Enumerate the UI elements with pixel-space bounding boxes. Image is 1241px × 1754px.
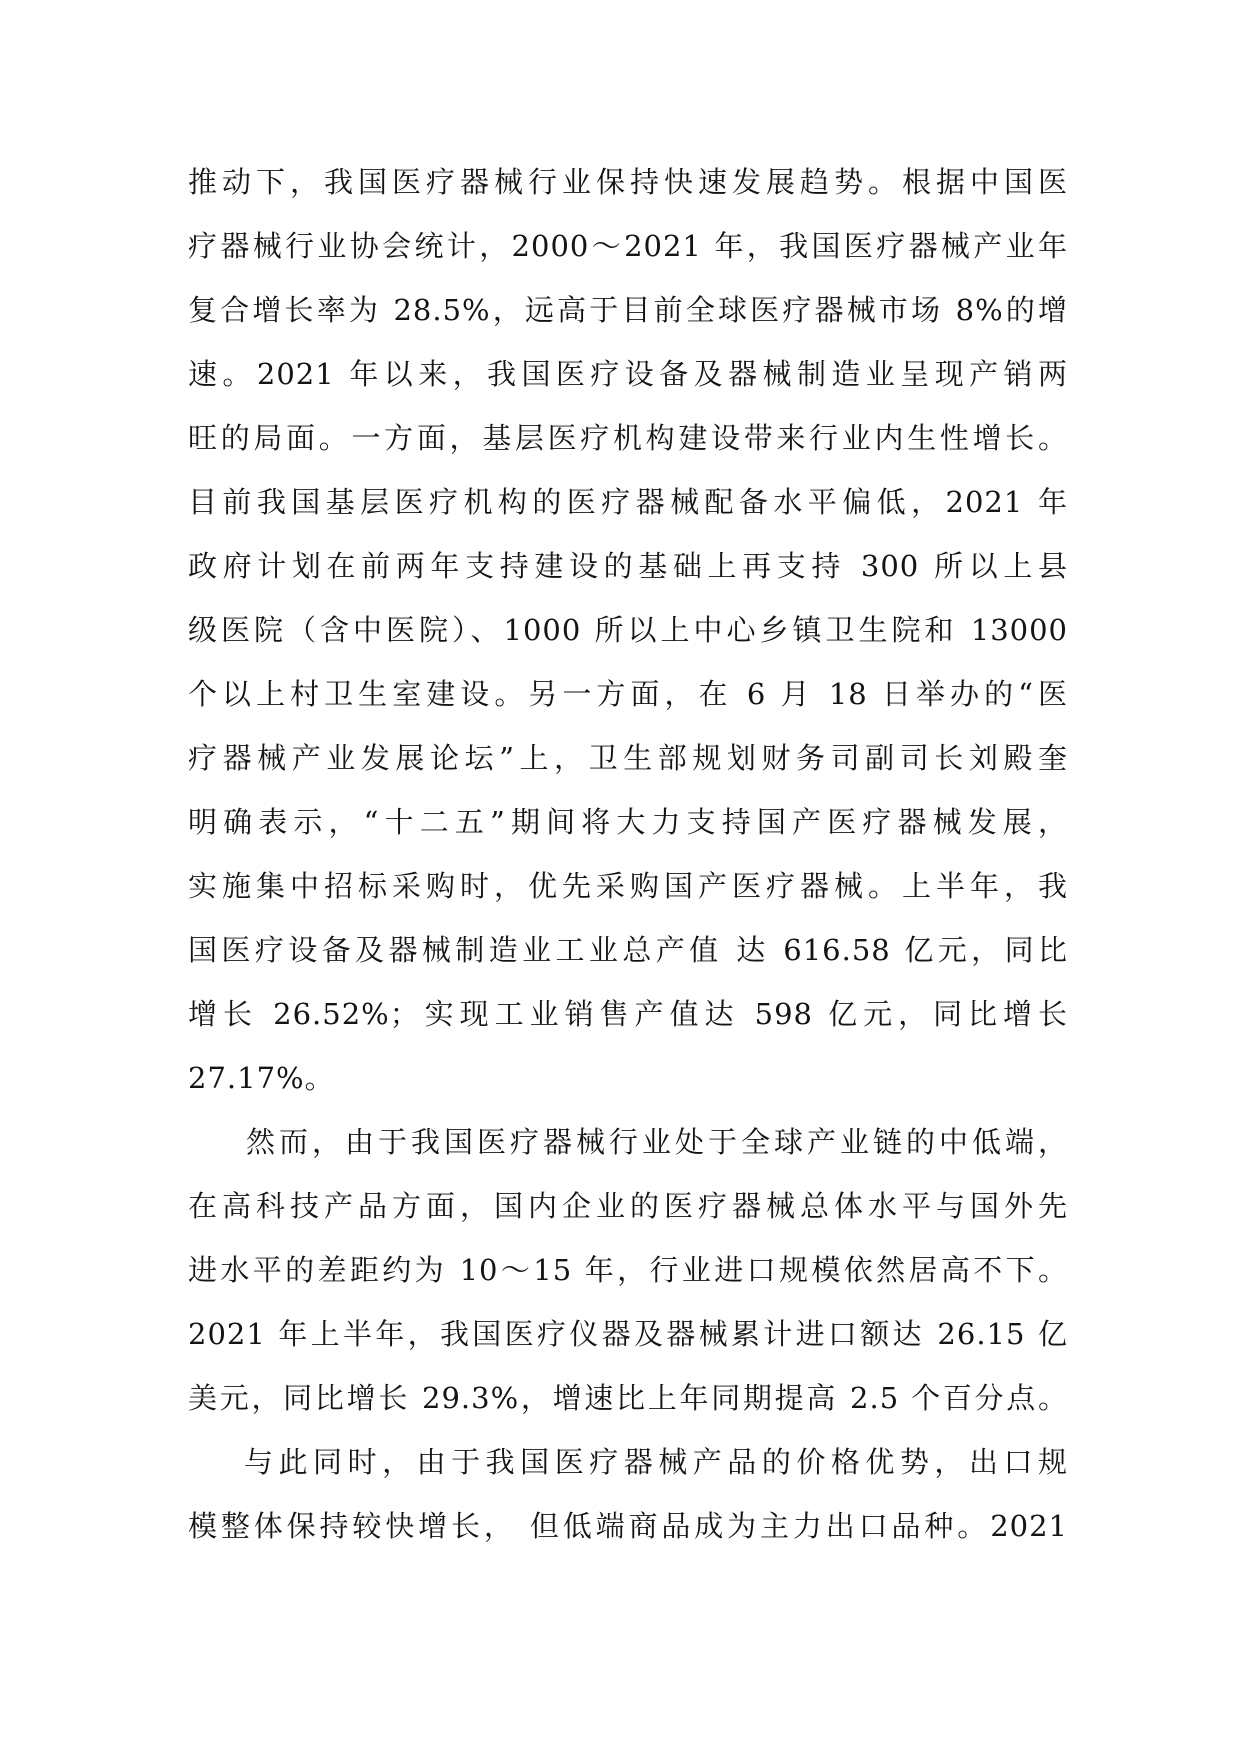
text-line: 进水平的差距约为 10～15 年，行业进口规模依然居高不下。 xyxy=(188,1253,1068,1287)
text-line: 模整体保持较快增长， 但低端商品成为主力出口品种。2021 xyxy=(188,1509,1068,1543)
text-line: 个以上村卫生室建设。另一方面，在 6 月 18 日举办的“医 xyxy=(188,677,1068,711)
text-line: 级医院（含中医院）、1000 所以上中心乡镇卫生院和 13000 xyxy=(188,613,1068,647)
text-line: 实施集中招标采购时，优先采购国产医疗器械。上半年，我 xyxy=(188,869,1068,903)
text-line: 疗器械行业协会统计，2000～2021 年，我国医疗器械产业年 xyxy=(188,229,1068,263)
text-line: 在高科技产品方面，国内企业的医疗器械总体水平与国外先 xyxy=(188,1189,1068,1223)
text-line: 政府计划在前两年支持建设的基础上再支持 300 所以上县 xyxy=(188,549,1068,583)
text-line: 推动下，我国医疗器械行业保持快速发展趋势。根据中国医 xyxy=(188,165,1068,199)
text-line: 27.17%。 xyxy=(188,1061,335,1095)
text-line: 明确表示，“十二五”期间将大力支持国产医疗器械发展， xyxy=(188,805,1068,839)
text-line: 复合增长率为 28.5%，远高于目前全球医疗器械市场 8%的增 xyxy=(188,293,1068,327)
text-line: 2021 年上半年，我国医疗仪器及器械累计进口额达 26.15 亿 xyxy=(188,1317,1068,1351)
text-line: 目前我国基层医疗机构的医疗器械配备水平偏低，2021 年 xyxy=(188,485,1068,519)
text-line: 增长 26.52%；实现工业销售产值达 598 亿元，同比增长 xyxy=(188,997,1068,1031)
text-line: 速。2021 年以来，我国医疗设备及器械制造业呈现产销两 xyxy=(188,357,1068,391)
text-line: 国医疗设备及器械制造业工业总产值 达 616.58 亿元，同比 xyxy=(188,933,1068,967)
body-text xyxy=(188,150,1068,1558)
text-line: 旺的局面。一方面，基层医疗机构建设带来行业内生性增长。 xyxy=(188,421,1068,455)
paragraph-start-line: 与此同时，由于我国医疗器械产品的价格优势，出口规 xyxy=(244,1445,1068,1479)
text-line: 美元，同比增长 29.3%，增速比上年同期提高 2.5 个百分点。 xyxy=(188,1381,1068,1415)
text-line: 疗器械产业发展论坛”上，卫生部规划财务司副司长刘殿奎 xyxy=(188,741,1068,775)
paragraph-start-line: 然而，由于我国医疗器械行业处于全球产业链的中低端， xyxy=(246,1125,1068,1159)
